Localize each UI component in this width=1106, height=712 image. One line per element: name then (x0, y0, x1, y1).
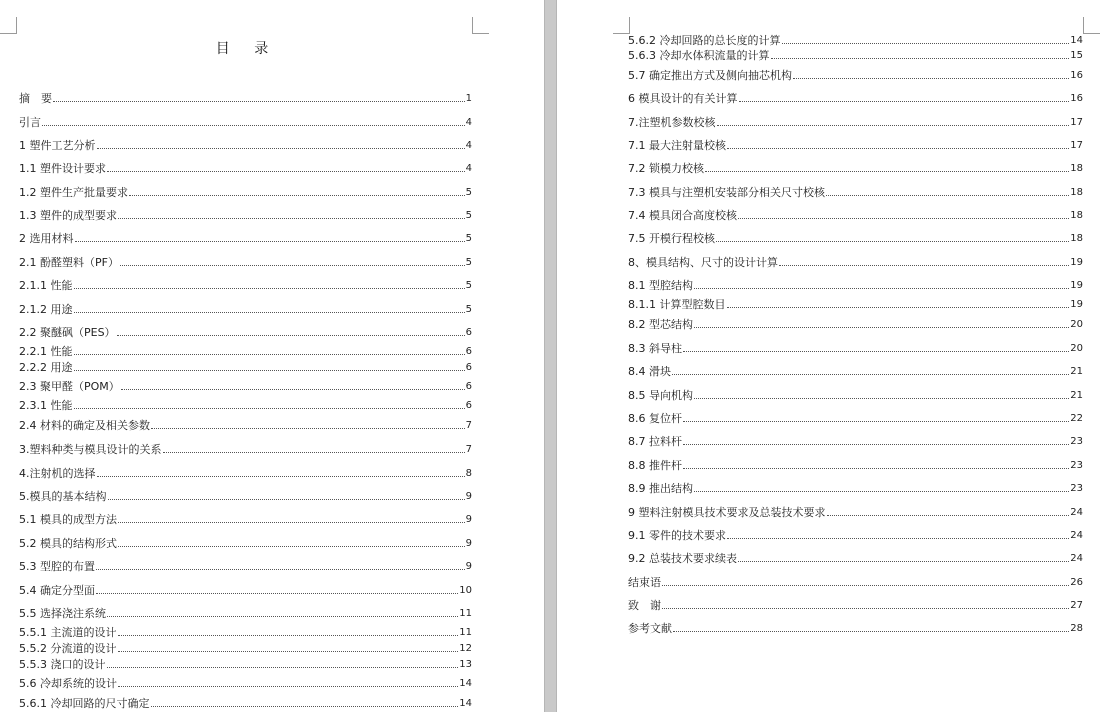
toc-page-number: 19 (1070, 257, 1083, 268)
toc-entry-title: 5.7 确定推出方式及侧向抽芯机构 (628, 69, 792, 82)
toc-dot-leader (683, 468, 1069, 469)
toc-dot-leader (739, 101, 1070, 102)
toc-entry[interactable] (19, 467, 472, 480)
toc-entry[interactable] (19, 658, 472, 671)
toc-entry[interactable] (628, 389, 1083, 402)
toc-dot-leader (107, 616, 458, 617)
toc-page-number: 24 (1070, 553, 1083, 564)
toc-entry-title: 5.5.3 浇口的设计 (19, 658, 106, 671)
toc-entry-title: 5.5 选择浇注系统 (19, 607, 106, 620)
toc-page-number: 19 (1070, 299, 1083, 310)
toc-entry-title: 5.6.3 冷却水体积流量的计算 (628, 49, 770, 62)
toc-entry-title: 2.2 聚醚砜（PES） (19, 326, 116, 339)
toc-entry[interactable] (19, 443, 472, 456)
toc-entry-title: 5.2 模具的结构形式 (19, 537, 117, 550)
toc-dot-leader (826, 195, 1069, 196)
toc-page-number: 6 (465, 327, 472, 338)
toc-page-number: 4 (465, 117, 472, 128)
toc-dot-leader (163, 452, 465, 453)
toc-page-number: 5 (465, 187, 472, 198)
toc-entry[interactable] (19, 116, 472, 129)
toc-dot-leader (74, 408, 465, 409)
toc-entry-title: 结束语 (628, 576, 661, 589)
toc-page-number: 27 (1070, 600, 1083, 611)
toc-dot-leader (694, 398, 1069, 399)
toc-entry-title: 8、模具结构、尺寸的设计计算 (628, 256, 778, 269)
toc-page-number: 21 (1070, 390, 1083, 401)
toc-dot-leader (97, 476, 465, 477)
toc-entry-title: 1.2 塑件生产批量要求 (19, 186, 128, 199)
toc-dot-leader (118, 651, 459, 652)
toc-entry[interactable] (19, 537, 472, 550)
toc-page-number: 23 (1070, 483, 1083, 494)
toc-page-number: 20 (1070, 319, 1083, 330)
toc-entry-title: 2.4 材料的确定及相关参数 (19, 419, 150, 432)
toc-entry[interactable] (628, 529, 1083, 542)
toc-dot-leader (738, 561, 1069, 562)
toc-entry[interactable] (628, 116, 1083, 129)
toc-page-number: 5 (465, 257, 472, 268)
toc-page-number: 1 (465, 93, 472, 104)
toc-page-number: 6 (465, 381, 472, 392)
toc-dot-leader (117, 335, 465, 336)
toc-entry-title: 8.2 型芯结构 (628, 318, 693, 331)
toc-entry[interactable] (19, 626, 472, 639)
toc-entry[interactable] (628, 459, 1083, 472)
toc-page-number: 19 (1070, 280, 1083, 291)
toc-entry-title: 7.3 模具与注塑机安装部分相关尺寸校核 (628, 186, 825, 199)
toc-dot-leader (74, 354, 465, 355)
toc-dot-leader (118, 686, 458, 687)
toc-dot-leader (727, 538, 1069, 539)
toc-entry-title: 8.1 型腔结构 (628, 279, 693, 292)
toc-dot-leader (96, 593, 458, 594)
toc-entry-title: 1.1 塑件设计要求 (19, 162, 106, 175)
toc-page-number: 9 (465, 514, 472, 525)
toc-entry[interactable] (628, 342, 1083, 355)
toc-entry[interactable] (19, 513, 472, 526)
toc-entry-title: 8.3 斜导柱 (628, 342, 682, 355)
toc-entry-title: 7.5 开模行程校核 (628, 232, 715, 245)
toc-entry-title: 8.4 滑块 (628, 365, 671, 378)
toc-entry-title: 引言 (19, 116, 41, 129)
toc-entry[interactable] (19, 677, 472, 690)
toc-page-number: 24 (1070, 530, 1083, 541)
toc-page-number: 16 (1070, 70, 1083, 81)
toc-entry[interactable] (628, 256, 1083, 269)
toc-entry[interactable] (628, 599, 1083, 612)
toc-page-number: 16 (1070, 93, 1083, 104)
toc-entry[interactable] (628, 365, 1083, 378)
toc-page-number: 5 (465, 304, 472, 315)
toc-dot-leader (108, 499, 465, 500)
toc-page-number: 9 (465, 491, 472, 502)
toc-entry[interactable] (628, 298, 1083, 311)
toc-dot-leader (827, 515, 1070, 516)
toc-entry-title: 5.6.2 冷却回路的总长度的计算 (628, 34, 781, 47)
toc-entry[interactable] (19, 399, 472, 412)
toc-entry-title: 2.2.1 性能 (19, 345, 73, 358)
toc-page-number: 20 (1070, 343, 1083, 354)
toc-dot-leader (118, 218, 465, 219)
toc-entry-title: 7.4 模具闭合高度校核 (628, 209, 737, 222)
toc-entry[interactable] (19, 560, 472, 573)
toc-page-number: 17 (1070, 140, 1083, 151)
toc-entry[interactable] (19, 303, 472, 316)
toc-entry[interactable] (628, 92, 1083, 105)
toc-page-number: 18 (1070, 163, 1083, 174)
toc-entry[interactable] (19, 697, 472, 710)
toc-page-number: 10 (459, 585, 472, 596)
toc-dot-leader (771, 58, 1070, 59)
toc-entry-title: 5.5.1 主流道的设计 (19, 626, 117, 639)
toc-entry[interactable] (628, 622, 1083, 635)
toc-page-number: 11 (459, 627, 472, 638)
toc-list-left (0, 0, 544, 712)
toc-entry[interactable] (628, 412, 1083, 425)
toc-entry[interactable] (19, 256, 472, 269)
toc-entry-title: 2 选用材料 (19, 232, 74, 245)
toc-entry-title: 7.2 锁模力校核 (628, 162, 704, 175)
toc-entry[interactable] (19, 162, 472, 175)
toc-entry[interactable] (19, 607, 472, 620)
toc-dot-leader (683, 444, 1069, 445)
toc-page-number: 4 (465, 140, 472, 151)
toc-entry-title: 8.5 导向机构 (628, 389, 693, 402)
toc-dot-leader (151, 428, 465, 429)
toc-page-number: 7 (465, 444, 472, 455)
toc-entry[interactable] (628, 209, 1083, 222)
toc-list-right (557, 0, 1106, 712)
toc-page-number: 5 (465, 210, 472, 221)
toc-entry-title: 8.8 推件杆 (628, 459, 682, 472)
toc-dot-leader (75, 241, 465, 242)
toc-dot-leader (107, 171, 465, 172)
toc-entry[interactable] (19, 326, 472, 339)
toc-dot-leader (705, 171, 1069, 172)
toc-entry[interactable] (19, 642, 472, 655)
toc-entry[interactable] (628, 69, 1083, 82)
toc-dot-leader (694, 327, 1069, 328)
toc-page-number: 13 (459, 659, 472, 670)
toc-entry[interactable] (628, 318, 1083, 331)
toc-dot-leader (717, 125, 1070, 126)
toc-page-number: 11 (459, 608, 472, 619)
toc-entry[interactable] (19, 380, 472, 393)
toc-page-number: 9 (465, 538, 472, 549)
toc-page-number: 7 (465, 420, 472, 431)
toc-dot-leader (118, 546, 465, 547)
toc-dot-leader (96, 569, 465, 570)
toc-entry[interactable] (19, 209, 472, 222)
toc-entry[interactable] (628, 576, 1083, 589)
toc-dot-leader (727, 307, 1070, 308)
toc-dot-leader (107, 667, 459, 668)
toc-entry[interactable] (19, 584, 472, 597)
toc-entry-title: 参考文献 (628, 622, 672, 635)
toc-dot-leader (782, 43, 1070, 44)
toc-entry-title: 8.9 推出结构 (628, 482, 693, 495)
toc-dot-leader (727, 148, 1069, 149)
toc-dot-leader (118, 635, 459, 636)
toc-dot-leader (694, 288, 1069, 289)
toc-entry[interactable] (628, 232, 1083, 245)
toc-page-number: 4 (465, 163, 472, 174)
toc-entry[interactable] (19, 490, 472, 503)
toc-page-number: 9 (465, 561, 472, 572)
toc-entry[interactable] (19, 419, 472, 432)
toc-page-number: 18 (1070, 210, 1083, 221)
toc-dot-leader (716, 241, 1069, 242)
toc-entry[interactable] (628, 279, 1083, 292)
toc-entry[interactable] (628, 162, 1083, 175)
toc-entry-title: 5.5.2 分流道的设计 (19, 642, 117, 655)
toc-dot-leader (129, 195, 465, 196)
toc-entry-title: 7.注塑机参数校核 (628, 116, 716, 129)
toc-entry[interactable] (628, 552, 1083, 565)
toc-entry-title: 5.3 型腔的布置 (19, 560, 95, 573)
toc-dot-leader (779, 265, 1069, 266)
toc-page-number: 5 (465, 280, 472, 291)
toc-page-number: 15 (1070, 50, 1083, 61)
toc-entry[interactable] (628, 34, 1083, 47)
toc-entry[interactable] (628, 139, 1083, 152)
toc-entry-title: 8.6 复位杆 (628, 412, 682, 425)
toc-page-number: 21 (1070, 366, 1083, 377)
toc-entry[interactable] (628, 186, 1083, 199)
toc-page-number: 18 (1070, 187, 1083, 198)
page-gutter (544, 0, 557, 712)
toc-page-number: 6 (465, 362, 472, 373)
toc-entry-title: 致 谢 (628, 599, 661, 612)
toc-dot-leader (74, 370, 465, 371)
toc-entry-title: 8.7 拉料杆 (628, 435, 682, 448)
toc-entry[interactable] (19, 186, 472, 199)
toc-dot-leader (793, 78, 1069, 79)
toc-dot-leader (662, 608, 1069, 609)
toc-dot-leader (683, 351, 1069, 352)
toc-entry[interactable] (19, 92, 472, 105)
document-page-right (557, 0, 1106, 712)
toc-entry[interactable] (19, 139, 472, 152)
toc-page-number: 6 (465, 400, 472, 411)
toc-dot-leader (74, 312, 465, 313)
toc-dot-leader (97, 148, 465, 149)
toc-dot-leader (53, 101, 465, 102)
toc-page-number: 8 (465, 468, 472, 479)
toc-entry-title: 8.1.1 计算型腔数目 (628, 298, 726, 311)
toc-entry-title: 9 塑料注射模具技术要求及总装技术要求 (628, 506, 826, 519)
toc-entry-title: 5.6 冷却系统的设计 (19, 677, 117, 690)
toc-dot-leader (738, 218, 1069, 219)
toc-page-number: 28 (1070, 623, 1083, 634)
toc-page-number: 17 (1070, 117, 1083, 128)
toc-dot-leader (683, 421, 1069, 422)
toc-page-number: 26 (1070, 577, 1083, 588)
toc-entry-title: 5.模具的基本结构 (19, 490, 107, 503)
toc-entry-title: 2.3 聚甲醛（POM） (19, 380, 120, 393)
toc-entry[interactable] (628, 49, 1083, 62)
toc-page-number: 23 (1070, 460, 1083, 471)
toc-dot-leader (42, 125, 465, 126)
toc-page-number: 5 (465, 233, 472, 244)
toc-entry-title: 2.1 酚醛塑料（PF） (19, 256, 119, 269)
toc-dot-leader (121, 389, 465, 390)
toc-entry-title: 2.2.2 用途 (19, 361, 73, 374)
toc-dot-leader (673, 631, 1069, 632)
toc-entry[interactable] (628, 482, 1083, 495)
toc-entry-title: 9.1 零件的技术要求 (628, 529, 726, 542)
toc-entry-title: 摘 要 (19, 92, 52, 105)
toc-dot-leader (120, 265, 465, 266)
document-page-left (0, 0, 544, 712)
toc-entry-title: 3.塑料种类与模具设计的关系 (19, 443, 162, 456)
toc-entry-title: 6 模具设计的有关计算 (628, 92, 738, 105)
toc-entry-title: 1 塑件工艺分析 (19, 139, 96, 152)
toc-entry[interactable] (19, 279, 472, 292)
toc-entry[interactable] (628, 435, 1083, 448)
toc-entry-title: 4.注射机的选择 (19, 467, 96, 480)
toc-entry-title: 1.3 塑件的成型要求 (19, 209, 117, 222)
toc-entry[interactable] (19, 232, 472, 245)
toc-entry-title: 5.4 确定分型面 (19, 584, 95, 597)
toc-dot-leader (151, 706, 459, 707)
toc-entry[interactable] (19, 345, 472, 358)
toc-dot-leader (118, 522, 465, 523)
toc-entry-title: 9.2 总装技术要求续表 (628, 552, 737, 565)
toc-page-number: 14 (1070, 35, 1083, 46)
toc-entry-title: 5.6.1 冷却回路的尺寸确定 (19, 697, 150, 710)
toc-dot-leader (74, 288, 465, 289)
toc-entry-title: 2.1.2 用途 (19, 303, 73, 316)
toc-page-number: 14 (459, 698, 472, 709)
toc-page-number: 12 (459, 643, 472, 654)
toc-title: 目 录 (215, 41, 279, 57)
toc-page-number: 18 (1070, 233, 1083, 244)
toc-page-number: 22 (1070, 413, 1083, 424)
toc-dot-leader (672, 374, 1069, 375)
toc-entry-title: 5.1 模具的成型方法 (19, 513, 117, 526)
toc-dot-leader (662, 585, 1069, 586)
toc-dot-leader (694, 491, 1069, 492)
toc-entry-title: 2.3.1 性能 (19, 399, 73, 412)
toc-entry[interactable] (19, 361, 472, 374)
toc-entry[interactable] (628, 506, 1083, 519)
toc-page-number: 6 (465, 346, 472, 357)
toc-page-number: 14 (459, 678, 472, 689)
toc-entry-title: 7.1 最大注射量校核 (628, 139, 726, 152)
toc-page-number: 24 (1070, 507, 1083, 518)
toc-page-number: 23 (1070, 436, 1083, 447)
toc-entry-title: 2.1.1 性能 (19, 279, 73, 292)
